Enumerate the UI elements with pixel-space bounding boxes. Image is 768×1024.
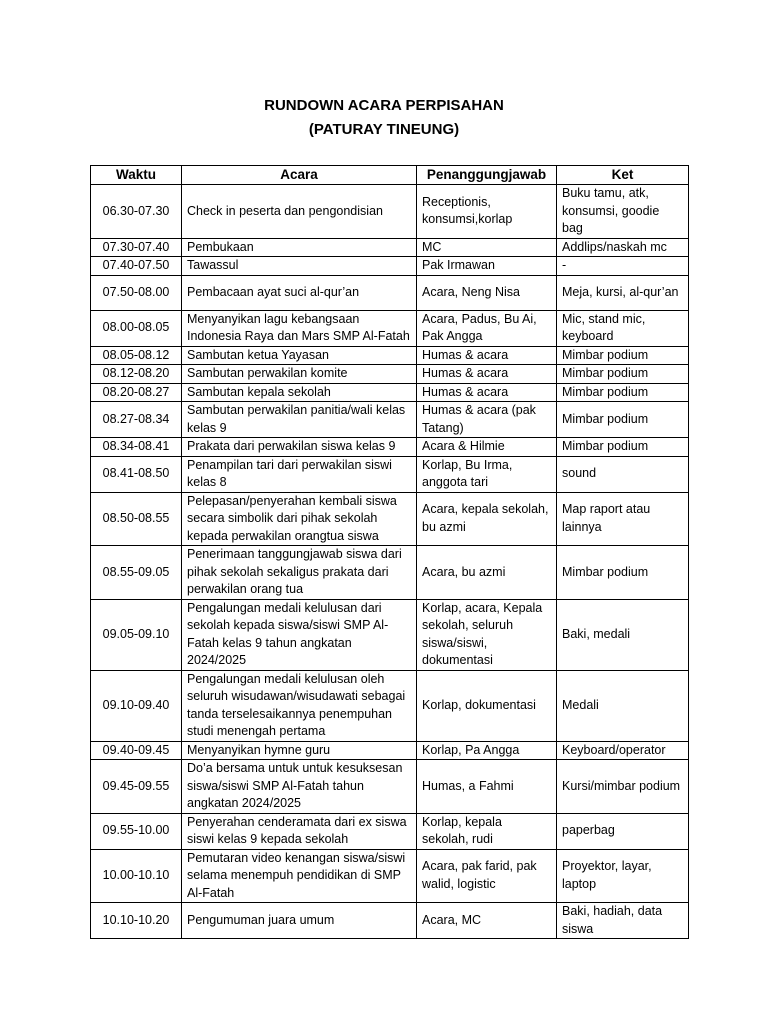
cell-penanggungjawab: Acara, Neng Nisa bbox=[417, 275, 557, 310]
cell-waktu: 07.40-07.50 bbox=[91, 257, 182, 276]
cell-acara: Pengalungan medali kelulusan oleh seluruh wisudawan/wisudawati sebagai tanda terselesaikannya penempuhan studi menengah pertama bbox=[182, 670, 417, 741]
table-row bbox=[91, 257, 689, 276]
cell-waktu: 10.10-10.20 bbox=[91, 903, 182, 939]
cell-acara: Check in peserta dan pengondisian bbox=[182, 185, 417, 239]
header-ket: Ket bbox=[557, 166, 689, 185]
cell-ket: Keyboard/operator bbox=[557, 741, 689, 760]
title-line-2: (PATURAY TINEUNG) bbox=[308, 121, 460, 138]
table-row bbox=[91, 741, 689, 760]
cell-waktu: 08.20-08.27 bbox=[91, 383, 182, 402]
cell-waktu: 08.12-08.20 bbox=[91, 365, 182, 384]
table-row bbox=[91, 903, 689, 939]
cell-acara: Sambutan perwakilan komite bbox=[182, 365, 417, 384]
cell-ket: Mimbar podium bbox=[557, 402, 689, 438]
cell-acara: Pemutaran video kenangan siswa/siswi selama menempuh pendidikan di SMP Al-Fatah bbox=[182, 849, 417, 903]
table-row bbox=[91, 599, 689, 670]
cell-ket: Buku tamu, atk, konsumsi, goodie bag bbox=[557, 185, 689, 239]
cell-acara: Menyanyikan lagu kebangsaan Indonesia Raya dan Mars SMP Al-Fatah bbox=[182, 310, 417, 346]
table-row bbox=[91, 456, 689, 492]
cell-penanggungjawab: Receptionis, konsumsi,korlap bbox=[417, 185, 557, 239]
cell-ket: paperbag bbox=[557, 813, 689, 849]
header-waktu: Waktu bbox=[91, 166, 182, 185]
cell-ket: Proyektor, layar, laptop bbox=[557, 849, 689, 903]
cell-acara: Sambutan kepala sekolah bbox=[182, 383, 417, 402]
table-row bbox=[91, 813, 689, 849]
cell-ket: sound bbox=[557, 456, 689, 492]
rundown-table bbox=[90, 165, 689, 939]
cell-penanggungjawab: Humas & acara bbox=[417, 346, 557, 365]
table-row bbox=[91, 849, 689, 903]
cell-penanggungjawab: Acara, MC bbox=[417, 903, 557, 939]
cell-ket: Mimbar podium bbox=[557, 438, 689, 457]
cell-waktu: 09.45-09.55 bbox=[91, 760, 182, 814]
cell-penanggungjawab: Acara, pak farid, pak walid, logistic bbox=[417, 849, 557, 903]
cell-ket: Mimbar podium bbox=[557, 346, 689, 365]
cell-acara: Tawassul bbox=[182, 257, 417, 276]
table-row bbox=[91, 438, 689, 457]
cell-penanggungjawab: Humas & acara bbox=[417, 365, 557, 384]
cell-ket: Map raport atau lainnya bbox=[557, 492, 689, 546]
cell-waktu: 08.50-08.55 bbox=[91, 492, 182, 546]
cell-acara: Sambutan perwakilan panitia/wali kelas kelas 9 bbox=[182, 402, 417, 438]
cell-ket: Baki, hadiah, data siswa bbox=[557, 903, 689, 939]
header-acara: Acara bbox=[182, 166, 417, 185]
table-row bbox=[91, 238, 689, 257]
table-row bbox=[91, 402, 689, 438]
cell-penanggungjawab: Pak Irmawan bbox=[417, 257, 557, 276]
header-penanggungjawab: Penanggungjawab bbox=[417, 166, 557, 185]
table-row bbox=[91, 275, 689, 310]
cell-acara: Pembukaan bbox=[182, 238, 417, 257]
cell-penanggungjawab: Korlap, Bu Irma, anggota tari bbox=[417, 456, 557, 492]
cell-penanggungjawab: Acara, kepala sekolah, bu azmi bbox=[417, 492, 557, 546]
cell-acara: Pelepasan/penyerahan kembali siswa secara simbolik dari pihak sekolah kepada perwakilan orangtua siswa bbox=[182, 492, 417, 546]
table-row bbox=[91, 383, 689, 402]
cell-ket: Baki, medali bbox=[557, 599, 689, 670]
cell-ket: Meja, kursi, al-qur’an bbox=[557, 275, 689, 310]
table-row bbox=[91, 346, 689, 365]
cell-waktu: 08.00-08.05 bbox=[91, 310, 182, 346]
cell-ket: Mimbar podium bbox=[557, 365, 689, 384]
cell-waktu: 06.30-07.30 bbox=[91, 185, 182, 239]
cell-waktu: 09.05-09.10 bbox=[91, 599, 182, 670]
cell-waktu: 09.55-10.00 bbox=[91, 813, 182, 849]
cell-waktu: 08.34-08.41 bbox=[91, 438, 182, 457]
cell-ket: Mic, stand mic, keyboard bbox=[557, 310, 689, 346]
cell-penanggungjawab: Korlap, Pa Angga bbox=[417, 741, 557, 760]
cell-acara: Penerimaan tanggungjawab siswa dari pihak sekolah sekaligus prakata dari perwakilan orang tua bbox=[182, 546, 417, 600]
cell-waktu: 08.27-08.34 bbox=[91, 402, 182, 438]
cell-acara: Pembacaan ayat suci al-qur’an bbox=[182, 275, 417, 310]
cell-penanggungjawab: Acara, Padus, Bu Ai, Pak Angga bbox=[417, 310, 557, 346]
document-title bbox=[0, 94, 768, 142]
cell-waktu: 07.50-08.00 bbox=[91, 275, 182, 310]
cell-waktu: 08.55-09.05 bbox=[91, 546, 182, 600]
table-row bbox=[91, 546, 689, 600]
cell-acara: Prakata dari perwakilan siswa kelas 9 bbox=[182, 438, 417, 457]
cell-acara: Pengumuman juara umum bbox=[182, 903, 417, 939]
cell-acara: Penampilan tari dari perwakilan siswi kelas 8 bbox=[182, 456, 417, 492]
cell-waktu: 10.00-10.10 bbox=[91, 849, 182, 903]
cell-waktu: 09.10-09.40 bbox=[91, 670, 182, 741]
cell-ket: Medali bbox=[557, 670, 689, 741]
cell-penanggungjawab: MC bbox=[417, 238, 557, 257]
cell-penanggungjawab: Humas, a Fahmi bbox=[417, 760, 557, 814]
cell-penanggungjawab: Humas & acara (pak Tatang) bbox=[417, 402, 557, 438]
table-row bbox=[91, 760, 689, 814]
cell-ket: Mimbar podium bbox=[557, 546, 689, 600]
cell-ket: - bbox=[557, 257, 689, 276]
cell-acara: Do’a bersama untuk untuk kesuksesan siswa/siswi SMP Al-Fatah tahun angkatan 2024/2025 bbox=[182, 760, 417, 814]
cell-waktu: 09.40-09.45 bbox=[91, 741, 182, 760]
table-header-row bbox=[91, 166, 689, 185]
table-row bbox=[91, 185, 689, 239]
cell-waktu: 08.05-08.12 bbox=[91, 346, 182, 365]
cell-ket: Addlips/naskah mc bbox=[557, 238, 689, 257]
cell-acara: Sambutan ketua Yayasan bbox=[182, 346, 417, 365]
cell-penanggungjawab: Acara, bu azmi bbox=[417, 546, 557, 600]
cell-acara: Menyanyikan hymne guru bbox=[182, 741, 417, 760]
cell-acara: Pengalungan medali kelulusan dari sekolah kepada siswa/siswi SMP Al-Fatah kelas 9 tahun angkatan 2024/2025 bbox=[182, 599, 417, 670]
table-row bbox=[91, 365, 689, 384]
cell-ket: Kursi/mimbar podium bbox=[557, 760, 689, 814]
cell-ket: Mimbar podium bbox=[557, 383, 689, 402]
cell-acara: Penyerahan cenderamata dari ex siswa siswi kelas 9 kepada sekolah bbox=[182, 813, 417, 849]
cell-penanggungjawab: Korlap, dokumentasi bbox=[417, 670, 557, 741]
title-line-1: RUNDOWN ACARA PERPISAHAN bbox=[264, 97, 504, 114]
cell-penanggungjawab: Humas & acara bbox=[417, 383, 557, 402]
cell-waktu: 08.41-08.50 bbox=[91, 456, 182, 492]
cell-waktu: 07.30-07.40 bbox=[91, 238, 182, 257]
table-row bbox=[91, 492, 689, 546]
cell-penanggungjawab: Korlap, acara, Kepala sekolah, seluruh siswa/siswi, dokumentasi bbox=[417, 599, 557, 670]
cell-penanggungjawab: Acara & Hilmie bbox=[417, 438, 557, 457]
table-row bbox=[91, 310, 689, 346]
table-row bbox=[91, 670, 689, 741]
cell-penanggungjawab: Korlap, kepala sekolah, rudi bbox=[417, 813, 557, 849]
